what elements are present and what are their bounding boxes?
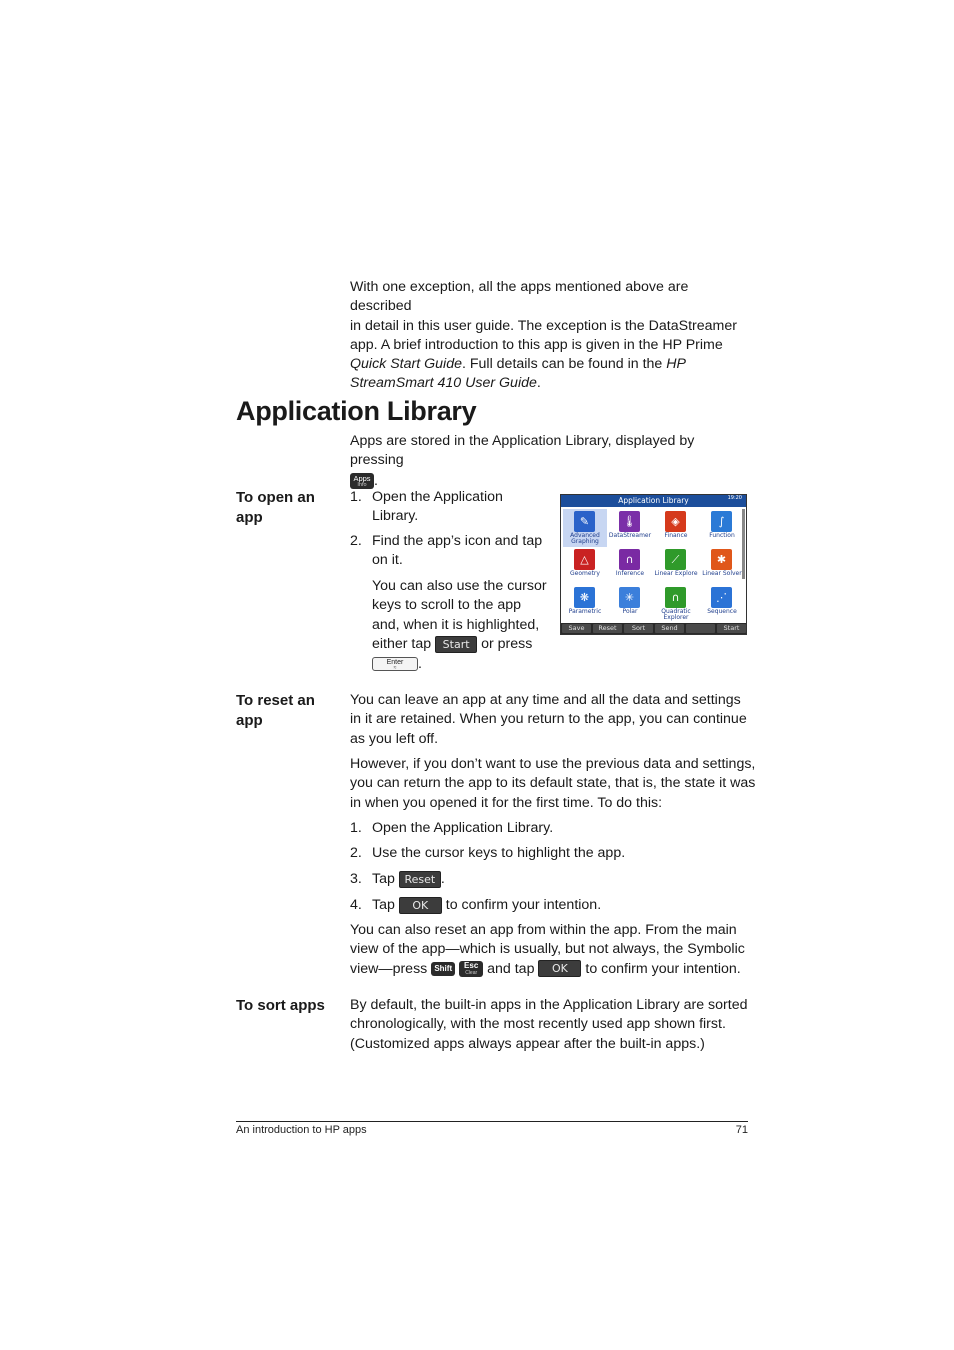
app-label: Polar — [622, 608, 638, 615]
calc-softkey: Start — [717, 624, 746, 633]
enter-key-icon: Enter ≈ — [372, 657, 418, 671]
app-label: Quadratic Explorer — [661, 608, 691, 622]
app-icon: ⋰ — [711, 587, 732, 608]
streamsmart-title: StreamSmart 410 User Guide — [350, 375, 537, 392]
calc-title-bar: Application Library — [561, 495, 746, 507]
calc-softkey: Send — [655, 624, 684, 633]
app-tile — [563, 585, 607, 623]
application-library-screenshot — [560, 494, 747, 635]
sort-apps-heading: To sort apps — [236, 997, 325, 1014]
intro-paragraph — [350, 278, 750, 394]
app-tile — [563, 509, 607, 547]
app-tile — [608, 509, 652, 547]
app-icon: △ — [574, 549, 595, 570]
intro-line: StreamSmart 410 User Guide. — [350, 375, 541, 392]
app-icon: ✳ — [619, 587, 640, 608]
app-tile — [608, 547, 652, 585]
open-app-steps: 1. Open the Application Library. 2. Find the app’s icon and tap on it. You can also use the cursor keys to scroll to the app and, when it is highlighted, either tap Start or press Enter ≈ . — [350, 488, 550, 678]
app-tile — [700, 547, 744, 585]
calc-scrollbar — [742, 509, 745, 579]
calc-clock: 19:20 — [727, 495, 742, 501]
cursor-note: You can also use the cursor keys to scroll to the app and, when it is highlighted, either tap Start or press Enter ≈ . — [372, 578, 547, 673]
app-icon: ✱ — [711, 549, 732, 570]
app-tile — [654, 547, 698, 585]
footer-chapter: An introduction to HP apps — [236, 1124, 367, 1136]
app-tile — [563, 547, 607, 585]
app-label: Function — [709, 532, 735, 539]
reset-app-paragraph-3: You can also reset an app from within the app. From the main view of the app—which is usually, but not always, the Symbolic view—press Shift Esc Clear and tap OK to confirm your intention. — [350, 922, 745, 977]
apps-info-key-icon: Apps Info — [350, 473, 374, 489]
app-label: Geometry — [570, 570, 600, 577]
page-number: 71 — [735, 1124, 748, 1136]
app-icon: ⟋ — [665, 549, 686, 570]
reset-app-paragraph-2: However, if you don’t want to use the previous data and settings, you can return the app to its default state, that is, the state it was in when you opened it for the first time. To do this: — [350, 756, 756, 811]
esc-key-icon: Esc Clear — [459, 961, 483, 977]
app-tile — [654, 585, 698, 623]
app-icon: ∫ — [711, 511, 732, 532]
start-softkey: Start — [435, 636, 477, 653]
app-label: Linear Solver — [702, 570, 742, 577]
intro-line: Quick Start Guide. Full details can be found in the HP — [350, 356, 686, 373]
app-icon: ✎ — [574, 511, 595, 532]
ok-softkey: OK — [399, 897, 442, 914]
app-label: Inference — [615, 570, 645, 577]
calc-softkey — [686, 624, 715, 633]
reset-app-heading: To reset an app — [236, 692, 315, 729]
calc-softkey: Save — [562, 624, 591, 633]
intro-line: With one exception, all the apps mentioned above are described — [350, 279, 689, 315]
app-label: Advanced Graphing — [570, 532, 600, 546]
app-icon: ∩ — [665, 587, 686, 608]
open-app-heading: To open an app — [236, 489, 315, 526]
library-intro: Apps are stored in the Application Library, displayed by pressing Apps Info . — [350, 433, 695, 489]
sort-apps-paragraph: By default, the built-in apps in the Application Library are sorted chronologically, with the most recently used app shown first. (Customized apps always appear after the built-in apps.) — [350, 997, 748, 1052]
reset-softkey: Reset — [399, 871, 441, 888]
app-tile — [700, 509, 744, 547]
section-heading: Application Library — [236, 396, 477, 426]
calc-softkey: Reset — [593, 624, 622, 633]
footer-rule — [236, 1121, 748, 1122]
calc-softkey: Sort — [624, 624, 653, 633]
shift-key-icon: Shift — [431, 962, 455, 976]
app-icon: ◈ — [665, 511, 686, 532]
app-tile — [654, 509, 698, 547]
app-label: Finance — [664, 532, 688, 539]
app-tile — [608, 585, 652, 623]
app-icon: 🌡 — [619, 511, 640, 532]
app-label: Parametric — [568, 608, 602, 615]
app-label: DataStreamer — [608, 532, 652, 539]
app-label: Linear Explore — [654, 570, 698, 577]
ok-softkey: OK — [538, 960, 581, 977]
reset-steps: 1. Open the Application Library. 2. Use the cursor keys to highlight the app. 3. Tap Reset . 4. Tap OK to confirm your intention. — [350, 820, 626, 913]
reset-app-paragraph-1: You can leave an app at any time and all the data and settings in it are retained. When you return to the app, you can continue as you left off. — [350, 692, 747, 747]
intro-line: app. A brief introduction to this app is given in the HP Prime — [350, 336, 723, 353]
hp-title: HP — [666, 356, 686, 373]
app-label: Sequence — [707, 608, 737, 615]
intro-line: in detail in this user guide. The exception is the DataStreamer — [350, 317, 737, 334]
quick-start-guide-title: Quick Start Guide — [350, 356, 462, 373]
app-icon: ∩ — [619, 549, 640, 570]
app-tile — [700, 585, 744, 623]
calc-softkey-bar — [561, 623, 746, 634]
app-icon: ❋ — [574, 587, 595, 608]
